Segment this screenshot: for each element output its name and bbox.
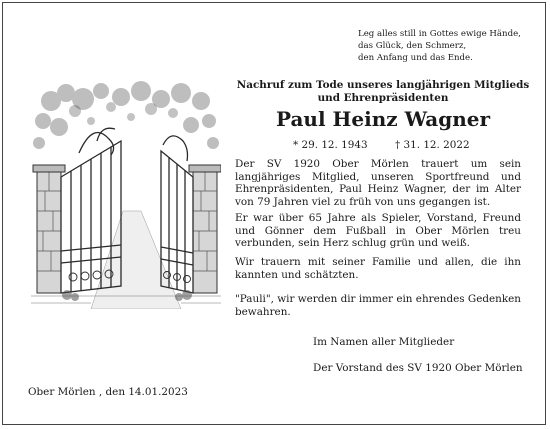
death-date: † 31. 12. 2022 (395, 139, 470, 151)
place-and-date: Ober Mörlen , den 14.01.2023 (28, 386, 188, 398)
garden-gate-illustration (31, 81, 221, 309)
paragraph-tribute: Der SV 1920 Ober Mörlen trauert um sein langjähriges Mitglied, unseren Sportfreund und Ehrenpräsidenten, Paul Heinz Wagner, der im Alter von 79 Jahren viel zu früh von uns gegangen ist. (235, 158, 521, 208)
motto-line-3: den Anfang und das Ende. (358, 52, 473, 63)
heading-line-1: Nachruf zum Tode unseres langjährigen Mitglieds (236, 79, 530, 91)
obituary-heading (235, 79, 531, 105)
signature-line-1: Im Namen aller Mitglieder (313, 336, 455, 348)
deceased-name: Paul Heinz Wagner (275, 107, 491, 131)
motto-line-1: Leg alles still in Gottes ewige Hände, (358, 29, 521, 39)
obituary-card (2, 2, 546, 425)
signature-line-2: Der Vorstand des SV 1920 Ober Mörlen (313, 362, 523, 374)
heading-line-2: und Ehrenpräsidenten (317, 92, 449, 104)
motto-verse (358, 29, 521, 64)
motto-line-2: das Glück, den Schmerz, (358, 40, 467, 51)
birth-date: * 29. 12. 1943 (293, 139, 368, 151)
paragraph-farewell: "Pauli", wir werden dir immer ein ehrendes Gedenken bewahren. (235, 293, 521, 318)
paragraph-career: Er war über 65 Jahre als Spieler, Vorstand, Freund und Gönner dem Fußball in Ober Mörlen treu verbunden, sein Herz schlug grün und weiß. (235, 212, 521, 250)
paragraph-condolence: Wir trauern mit seiner Familie und allen, die ihn kannten und schätzten. (235, 256, 521, 281)
